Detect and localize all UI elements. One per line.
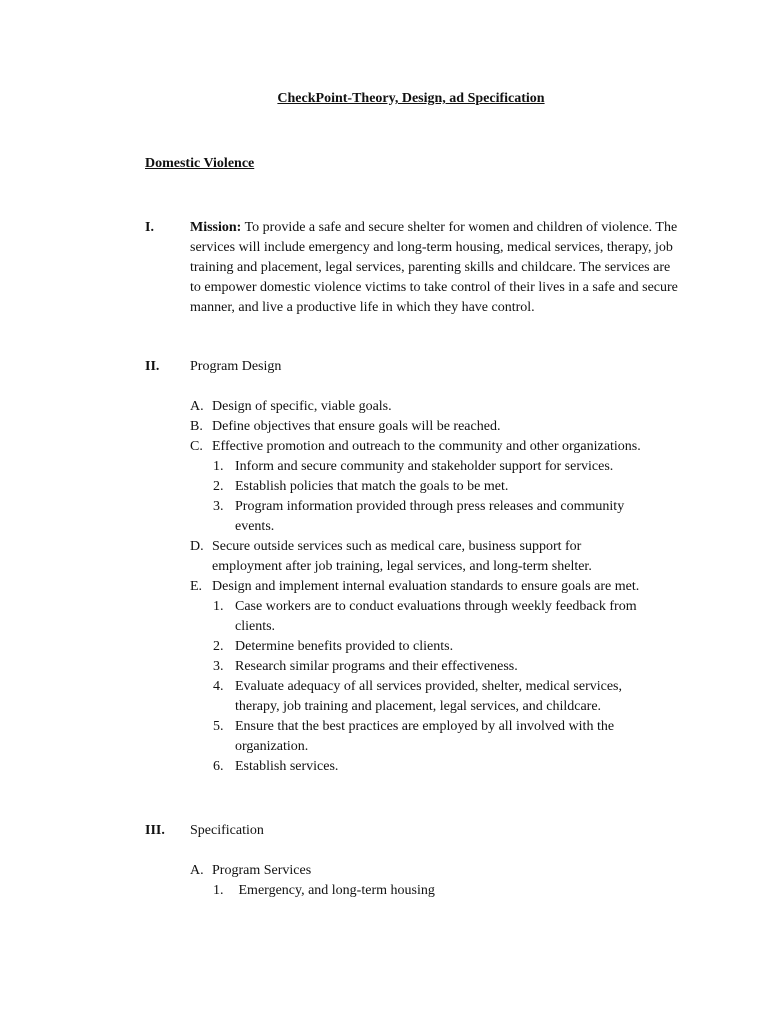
list-item	[190, 417, 690, 437]
section-2-label: Program Design	[190, 359, 282, 374]
list-item-text: Define objectives that ensure goals will be reached.	[212, 419, 501, 434]
specification-list	[190, 861, 690, 901]
section-1-numeral: I.	[145, 220, 154, 235]
list-marker: 1.	[213, 599, 224, 614]
mission-text-line1: To provide a safe and secure shelter for women and children of	[241, 220, 598, 235]
list-marker: C.	[190, 439, 203, 454]
list-item-text: Research similar programs and their effectiveness.	[235, 659, 518, 674]
list-marker: 6.	[213, 759, 224, 774]
sub-list-item	[190, 497, 655, 537]
document-title: CheckPoint-Theory, Design, ad Specification	[277, 91, 545, 106]
list-marker: 1.	[213, 883, 224, 898]
list-marker: 5.	[213, 719, 224, 734]
list-marker: B.	[190, 419, 203, 434]
list-item-text: Program Services	[212, 863, 312, 878]
sub-list-item	[190, 881, 690, 901]
list-marker: 2.	[213, 479, 224, 494]
sub-list-item	[190, 717, 665, 757]
sub-list-item	[190, 597, 675, 637]
list-item-text: Determine benefits provided to clients.	[235, 639, 454, 654]
list-marker: 3.	[213, 659, 224, 674]
list-marker: 4.	[213, 679, 224, 694]
program-design-list	[190, 397, 690, 777]
sub-list-item	[190, 757, 690, 777]
list-item	[190, 437, 690, 457]
list-item-text: Secure outside services such as medical care, business support for employment after job training, legal services, and long-term shelter.	[212, 539, 592, 574]
list-marker: A.	[190, 399, 204, 414]
list-marker: A.	[190, 863, 204, 878]
list-item-text: Inform and secure community and stakeholder support for services.	[235, 459, 614, 474]
sub-list-item	[190, 637, 690, 657]
section-1-mission	[190, 218, 682, 318]
list-item-text: Case workers are to conduct evaluations through weekly feedback from clients.	[235, 599, 637, 634]
sub-list-item	[190, 477, 690, 497]
list-item-text: Design and implement internal evaluation standards to ensure goals are met.	[212, 579, 640, 594]
sub-list-item	[190, 657, 690, 677]
list-item-text: Evaluate adequacy of all services provided, shelter, medical services, therapy, job training and placement, legal services, and childcare.	[235, 679, 622, 714]
list-item	[190, 537, 622, 577]
list-item-text: Design of specific, viable goals.	[212, 399, 392, 414]
section-2-numeral: II.	[145, 359, 160, 374]
list-item-text: Emergency, and long-term housing	[235, 883, 435, 898]
list-item	[190, 577, 690, 597]
sub-list-item	[190, 677, 660, 717]
list-item-text: Effective promotion and outreach to the community and other organizations.	[212, 439, 641, 454]
list-item-text: Ensure that the best practices are employed by all involved with the organization.	[235, 719, 615, 754]
section-3-numeral: III.	[145, 823, 165, 838]
list-item-text: Program information provided through press releases and community events.	[235, 499, 625, 534]
mission-paragraph	[190, 218, 682, 318]
list-marker: E.	[190, 579, 203, 594]
list-item	[190, 397, 690, 417]
mission-text-rest: violence. The services will include emergency and long-term housing, medical services, therapy, job training and placement, legal services, parenting skills and childcare. The services are to empower domestic violence victims to take control of their lives in a safe and secure manner, and live a productive life in which they have control.	[190, 220, 678, 315]
list-marker: D.	[190, 539, 204, 554]
list-item	[190, 861, 690, 881]
list-marker: 1.	[213, 459, 224, 474]
topic-heading: Domestic Violence	[145, 156, 255, 171]
list-marker: 2.	[213, 639, 224, 654]
list-item-text: Establish policies that match the goals to be met.	[235, 479, 509, 494]
list-item-text: Establish services.	[235, 759, 339, 774]
list-marker: 3.	[213, 499, 224, 514]
section-3-label: Specification	[190, 823, 264, 838]
sub-list-item	[190, 457, 690, 477]
mission-label: Mission:	[190, 220, 242, 235]
